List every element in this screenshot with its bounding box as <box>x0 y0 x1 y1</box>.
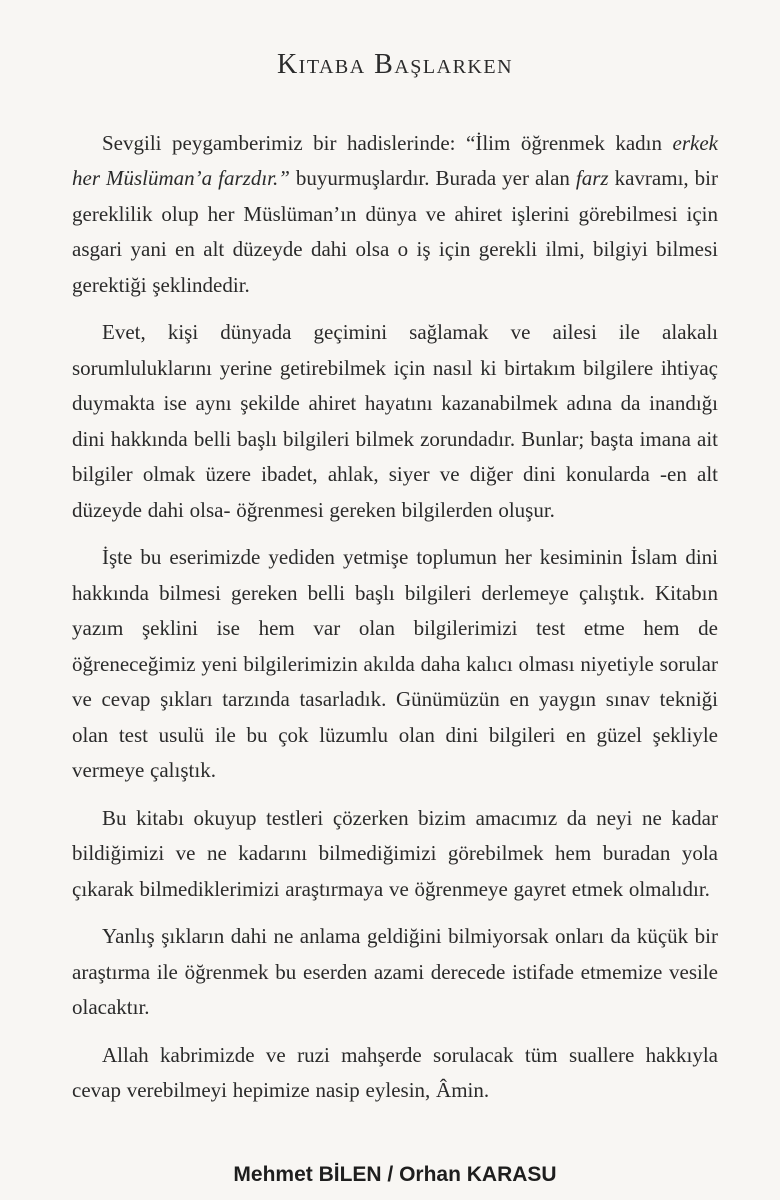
paragraph-4: Bu kitabı okuyup testleri çözerken bizim amacımız da neyi ne kadar bildiğimizi ve ne kadarını bilmediğimizi görebilmek hem buradan yola çıkarak bilmediklerimizi araştırmaya ve öğrenmeye gayret etmek olmalıdır. <box>72 805 718 901</box>
paragraph-1 <box>72 126 718 304</box>
paragraph-3: İşte bu eserimizde yediden yetmişe toplumun her kesiminin İslam dini hakkında bilmesi gereken belli başlı bilgileri derlemeye çalıştık. Kitabın yazım şeklini ise hem var olan bilgilerimizi test etme hem de öğreneceğimiz yeni bilgilerimizin akılda daha kalıcı olması niyetiyle sorular ve cevap şıkları tarzında tasarladık. Günümüzün en yaygın sınav tekniği olan test usulü ile bu çok lüzumlu olan dini bilgileri en güzel şekliyle vermeye çalıştık. <box>72 545 718 783</box>
page-title: Kitaba Başlarken <box>276 49 514 80</box>
paragraph-6: Allah kabrimizde ve ruzi mahşerde sorulacak tüm suallere hakkıyla cevap verebilmeyi hepimize nasip eylesin, Âmin. <box>72 1042 718 1103</box>
paragraph-2: Evet, kişi dünyada geçimini sağlamak ve ailesi ile alakalı sorumluluklarını yerine getirebilmek için nasıl ki birtakım bilgilere ihtiyaç duymakta ise aynı şekilde ahiret hayatını kazanabilmek adına da inandığı dini hakkında belli başlı bilgileri bilmek zorundadır. Bunlar; başta imana ait bilgiler olmak üzere ibadet, ahlak, siyer ve diğer dini konularda -en alt düzeyde dahi olsa- öğrenmesi gereken bilgilerden oluşur. <box>72 320 718 522</box>
paragraph-1-text-c: buyurmuşlardır. Burada yer alan <box>289 166 576 191</box>
paragraph-5: Yanlış şıkların dahi ne anlama geldiğini bilmiyorsak onları da küçük bir araştırma ile öğrenmek bu eserden azami derecede istifade etmemize vesile olacaktır. <box>72 924 718 1020</box>
author-signature: Mehmet BİLEN / Orhan KARASU <box>233 1162 557 1186</box>
paragraph-1-quote: erkek her Müslüman’a farzdır.” <box>72 130 718 191</box>
paragraph-1-text-a: Sevgili peygamberimiz bir hadislerinde: “İlim öğrenmek kadın <box>102 130 673 155</box>
paragraph-1-term: farz <box>575 166 609 191</box>
paragraph-1-text-e: kavramı, bir gereklilik olup her Müslüman’ın dünya ve ahiret işlerini görebilmesi için asgari yani en alt düzeyde dahi olsa o iş için gerekli ilmi, bilgiyi bilmesi gerektiği şeklindedir. <box>72 166 718 297</box>
